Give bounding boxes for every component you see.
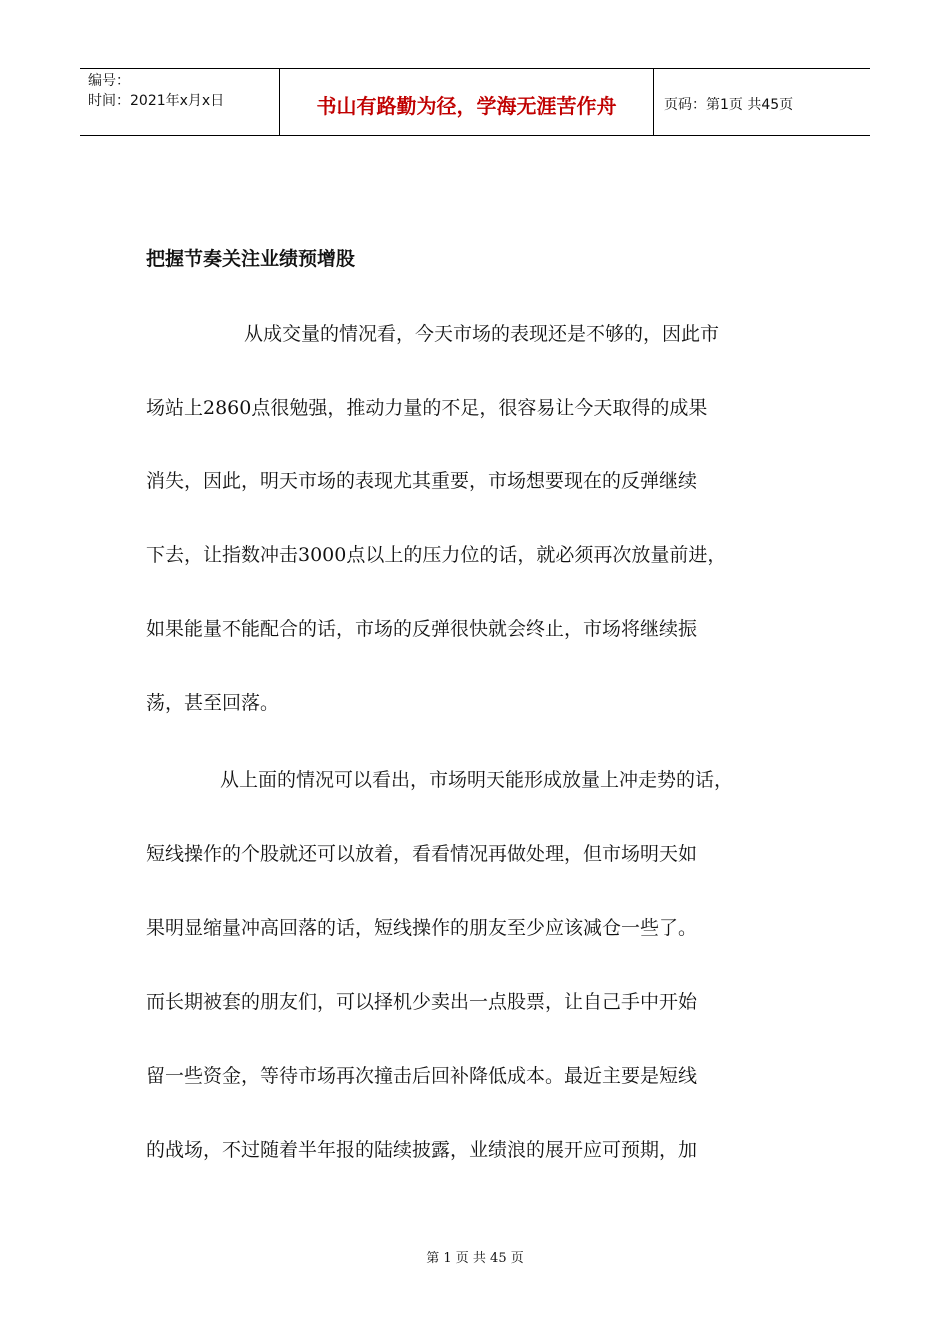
article-title: 把握节奏关注业绩预增股 bbox=[146, 248, 356, 270]
document-header bbox=[80, 68, 870, 136]
header-motto: 书山有路勤为径，学海无涯苦作舟 bbox=[280, 69, 654, 135]
paragraph-line: 消失，因此，明天市场的表现尤其重要，市场想要现在的反弹继续 bbox=[146, 470, 698, 492]
header-meta-cell bbox=[80, 69, 280, 135]
paragraph-line: 而长期被套的朋友们，可以择机少卖出一点股票，让自己手中开始 bbox=[146, 991, 698, 1013]
paragraph-line: 下去，让指数冲击3000点以上的压力位的话，就必须再次放量前进， bbox=[146, 544, 727, 566]
paragraph-line: 荡，甚至回落。 bbox=[146, 692, 280, 714]
page-footer: 第 1 页 共 45 页 bbox=[426, 1251, 524, 1266]
header-page-info: 页码：第1页 共45页 bbox=[664, 97, 794, 113]
paragraph-line: 果明显缩量冲高回落的话，短线操作的朋友至少应该减仓一些了。 bbox=[146, 917, 698, 939]
paragraph-line: 场站上2860点很勉强，推动力量的不足，很容易让今天取得的成果 bbox=[146, 397, 708, 419]
paragraph-line: 短线操作的个股就还可以放着，看看情况再做处理，但市场明天如 bbox=[146, 843, 698, 865]
paragraph-line: 的战场，不过随着半年报的陆续披露，业绩浪的展开应可预期，加 bbox=[146, 1139, 698, 1161]
paragraph-line: 如果能量不能配合的话，市场的反弹很快就会终止，市场将继续振 bbox=[146, 618, 698, 640]
paragraph-line: 从成交量的情况看，今天市场的表现还是不够的，因此市 bbox=[244, 323, 720, 345]
time-label: 时间：2021年x月x日 bbox=[88, 93, 225, 109]
number-label: 编号： bbox=[88, 73, 130, 89]
paragraph-line: 从上面的情况可以看出，市场明天能形成放量上冲走势的话， bbox=[220, 769, 734, 791]
paragraph-line: 留一些资金，等待市场再次撞击后回补降低成本。最近主要是短线 bbox=[146, 1065, 698, 1087]
